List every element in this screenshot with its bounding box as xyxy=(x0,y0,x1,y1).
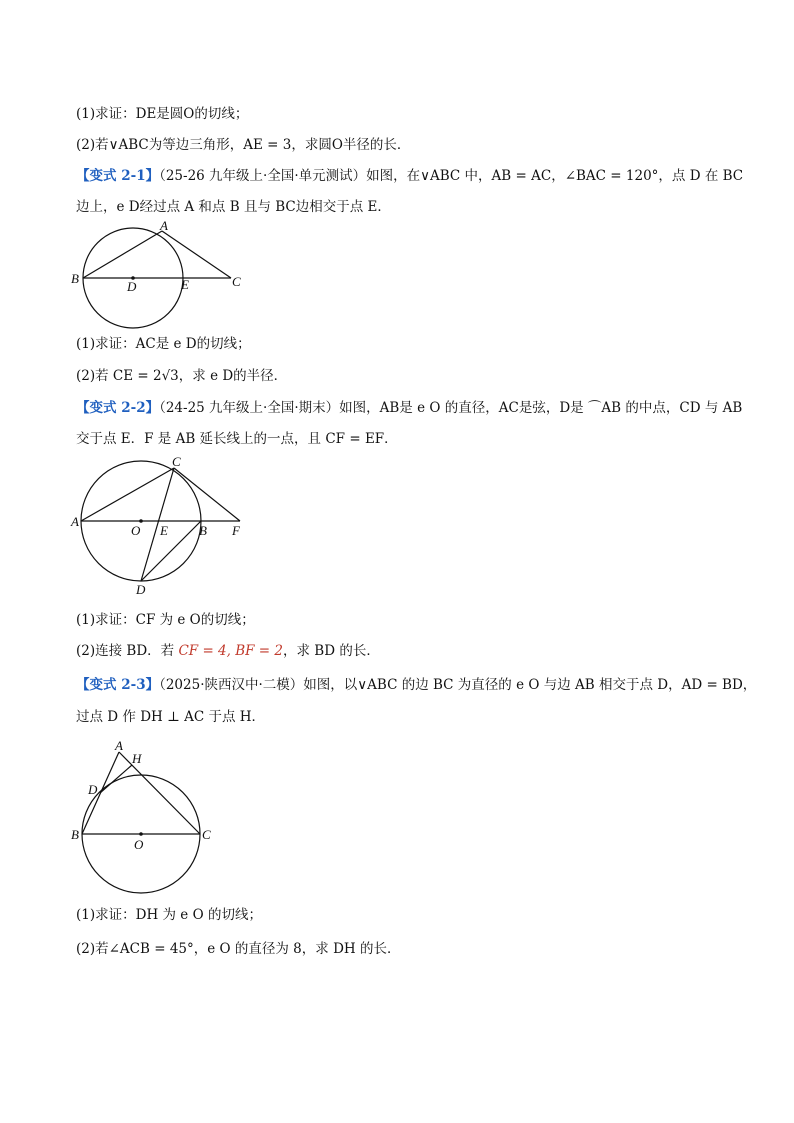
label-a: A xyxy=(71,514,79,529)
variant-2-2-stem-line-1: （24-25 九年级上·全国·期末）如图，AB是 e O 的直径，AC是弦，D是 ⌒AB 的中点，CD 与 AB xyxy=(159,400,743,416)
label-d: D xyxy=(136,582,146,597)
variant-2-2-question-2-prefix: (2)连接 BD．若 xyxy=(76,643,179,659)
label-h: H xyxy=(132,751,142,766)
label-o: O xyxy=(134,837,144,852)
label-e: E xyxy=(160,523,168,538)
variant-2-2-figure xyxy=(66,455,256,597)
variant-2-3-figure xyxy=(66,735,226,897)
center-point-o xyxy=(139,832,143,836)
label-c: C xyxy=(172,455,181,469)
label-a: A xyxy=(115,738,123,753)
segment-cf xyxy=(174,468,240,521)
variant-2-1-stem-line-2: 边上，e D经过点 A 和点 B 且与 BC边相交于点 E． xyxy=(76,199,391,215)
label-a: A xyxy=(160,218,168,233)
label-b: B xyxy=(71,827,79,842)
variant-2-2-stem xyxy=(76,398,742,418)
variant-2-1-tag: 【变式 2-1】 xyxy=(76,168,160,184)
label-c: C xyxy=(232,274,241,289)
variant-2-3-stem-line-1: （2025·陕西汉中·二模）如图，以∨ABC 的边 BC 为直径的 e O 与边 AB 相交于点 D，AD = BD， xyxy=(159,677,757,693)
variant-2-2-question-2 xyxy=(76,641,380,661)
variant-2-3-stem xyxy=(76,675,756,695)
label-f: F xyxy=(232,523,240,538)
variant-2-2-question-1: (1)求证：CF 为 e O的切线； xyxy=(76,612,255,628)
label-d: D xyxy=(88,782,98,797)
variant-2-1-stem-line-1: （25-26 九年级上·全国·单元测试）如图，在∨ABC 中，AB = AC，∠BAC = 120°，点 D 在 BC xyxy=(159,168,744,184)
variant-2-3-stem-line-2: 过点 D 作 DH ⊥ AC 于点 H． xyxy=(76,709,266,725)
intro-question-2: (2)若∨ABC为等边三角形，AE = 3，求圆O半径的长． xyxy=(76,137,411,153)
variant-2-3-question-2: (2)若∠ACB = 45°，e O 的直径为 8，求 DH 的长． xyxy=(76,941,401,957)
variant-2-2-stem-line-2: 交于点 E．F 是 AB 延长线上的一点，且 CF = EF． xyxy=(76,431,398,447)
segment-ac xyxy=(162,231,231,278)
label-b: B xyxy=(199,523,207,538)
label-o: O xyxy=(131,523,141,538)
label-c: C xyxy=(202,827,211,842)
intro-question-1: (1)求证：DE是圆O的切线； xyxy=(76,106,249,122)
variant-2-1-stem xyxy=(76,166,743,186)
variant-2-3-tag: 【变式 2-3】 xyxy=(76,677,160,693)
variant-2-1-question-1: (1)求证：AC是 e D的切线； xyxy=(76,336,251,352)
label-e: E xyxy=(181,277,189,292)
variant-2-3-question-1: (1)求证：DH 为 e O 的切线； xyxy=(76,907,262,923)
variant-2-2-question-2-suffix: ，求 BD 的长． xyxy=(283,643,380,659)
variant-2-1-figure xyxy=(66,218,256,330)
variant-2-2-given-values: CF = 4, BF = 2 xyxy=(178,643,283,659)
variant-2-1-question-2: (2)若 CE = 2√3，求 e D的半径． xyxy=(76,368,288,384)
segment-dh xyxy=(100,765,132,793)
variant-2-2-tag: 【变式 2-2】 xyxy=(76,400,160,416)
label-b: B xyxy=(71,271,79,286)
segment-ac xyxy=(81,468,174,521)
segment-ab xyxy=(83,231,162,278)
label-d: D xyxy=(127,279,137,294)
